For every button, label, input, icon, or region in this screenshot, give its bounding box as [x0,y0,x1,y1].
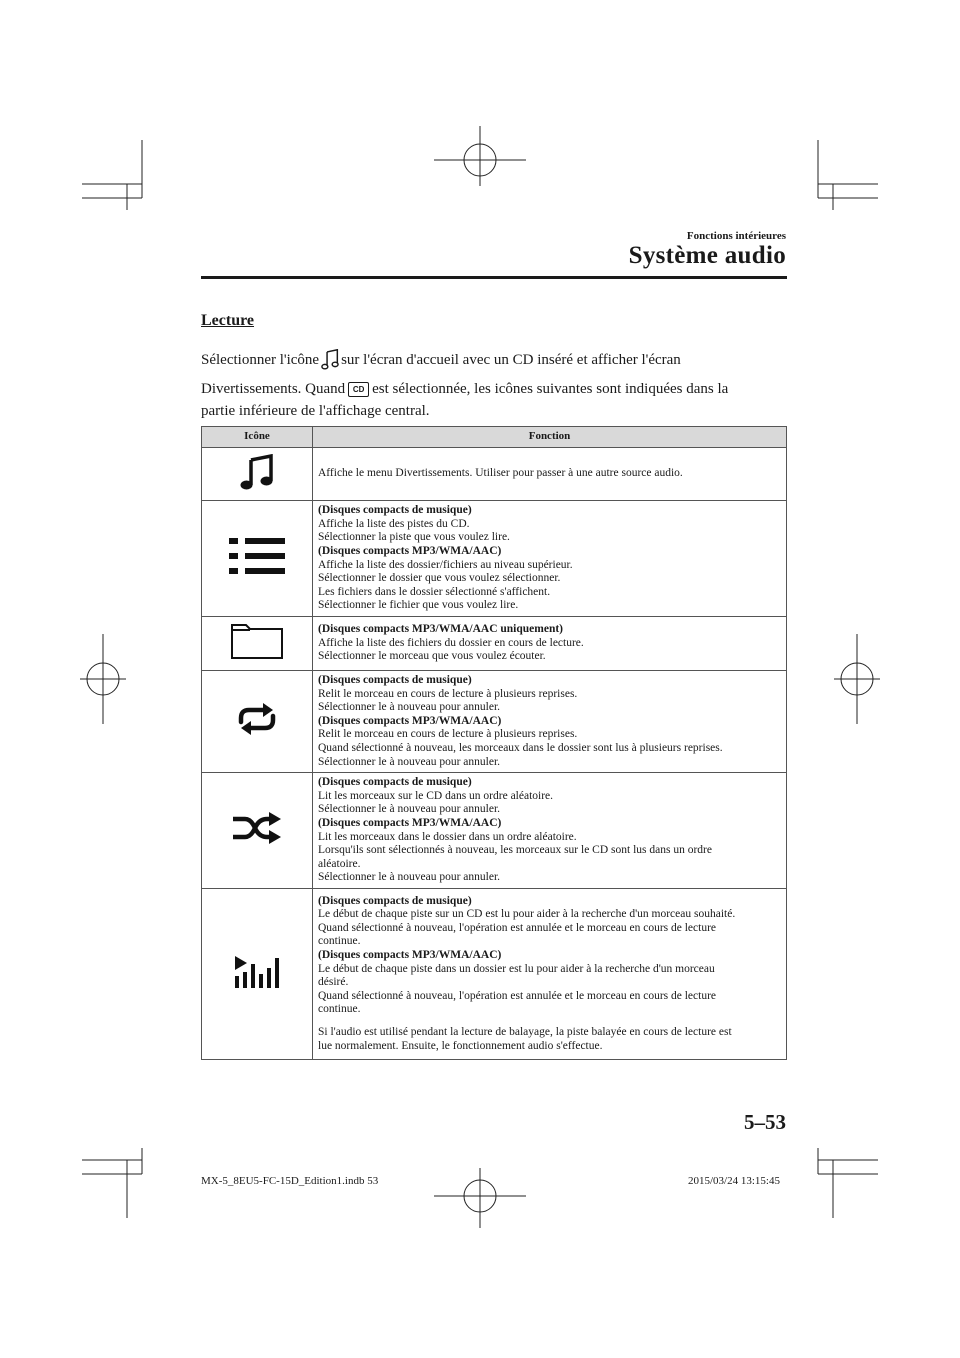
function-cell [313,773,787,889]
table-row [202,448,787,501]
function-text: Sélectionner le à nouveau pour annuler. [318,871,501,884]
intro-text-3: Divertissements. Quand [201,381,346,397]
header-section: Fonctions intérieures [686,230,786,242]
function-text: Relit le morceau en cours de lecture à plusieurs reprises. [318,728,578,741]
footer-timestamp: 2015/03/24 13:15:45 [688,1175,780,1187]
table-row [202,671,787,773]
icon-cell [202,773,313,889]
repeat-icon [233,727,281,739]
function-cell [313,888,787,1059]
function-text: Affiche la liste des dossier/fichiers au niveau supérieur. [318,558,573,571]
function-text: désiré. [318,976,349,989]
function-text: Le début de chaque piste sur un CD est lu pour aider à la recherche d'un morceau souhaité. [318,908,736,921]
function-text: Sélectionner le à nouveau pour annuler. [318,701,501,714]
function-cell [313,671,787,773]
function-text: Lit les morceaux dans le dossier dans un ordre aléatoire. [318,830,577,843]
function-text: Sélectionner le morceau que vous voulez écouter. [318,650,546,663]
intro-line-1 [201,342,791,378]
function-text: Relit le morceau en cours de lecture à plusieurs reprises. [318,687,578,700]
table-row [202,888,787,1059]
folder-icon [230,651,284,663]
function-text: continue. [318,935,361,948]
icon-function-table [201,426,787,1060]
intro-text-2: sur l'écran d'accueil avec un CD inséré et afficher l'écran [341,352,681,368]
disc-type-label: (Disques compacts MP3/WMA/AAC) [318,949,502,962]
function-text: Affiche la liste des fichiers du dossier en cours de lecture. [318,636,584,649]
disc-type-label: (Disques compacts MP3/WMA/AAC uniquement) [318,623,564,636]
function-text: Sélectionner le à nouveau pour annuler. [318,755,501,768]
music-note-icon [239,481,275,493]
function-text: continue. [318,1003,361,1016]
function-cell [313,448,787,501]
col-header-icon: Icône [202,427,313,448]
function-text: lue normalement. Ensuite, le fonctionnement audio s'effectue. [318,1039,603,1052]
intro-paragraph [201,342,791,422]
function-text: Affiche la liste des pistes du CD. [318,517,470,530]
icon-cell [202,448,313,501]
function-text: Sélectionner le dossier que vous voulez sélectionner. [318,572,561,585]
function-text: Le début de chaque piste dans un dossier est lu pour aider à la recherche d'un morceau [318,962,715,975]
function-text: Affiche le menu Divertissements. Utiliser pour passer à une autre source audio. [318,467,683,480]
icon-cell [202,888,313,1059]
music-note-icon [321,349,339,371]
intro-text-5: partie inférieure de l'affichage central. [201,403,430,419]
function-cell [313,501,787,617]
function-text: Sélectionner la piste que vous voulez lire. [318,531,510,544]
function-text: Si l'audio est utilisé pendant la lecture de balayage, la piste balayée en cours de lecture est [318,1025,732,1038]
intro-text-4: est sélectionnée, les icônes suivantes sont indiquées dans la [372,381,729,397]
function-text: aléatoire. [318,857,361,870]
function-text: Sélectionner le fichier que vous voulez lire. [318,599,519,612]
icon-cell [202,617,313,671]
function-text: Quand sélectionné à nouveau, l'opération est annulée et le morceau en cours de lecture [318,921,717,934]
table-row [202,501,787,617]
disc-type-label: (Disques compacts MP3/WMA/AAC) [318,816,502,829]
page-number: 5–53 [744,1110,786,1134]
function-cell [313,617,787,671]
footer-file: MX-5_8EU5-FC-15D_Edition1.indb 53 [201,1175,379,1187]
disc-type-label: (Disques compacts de musique) [318,894,472,907]
intro-line-3 [201,400,791,422]
function-text: Lit les morceaux sur le CD dans un ordre aléatoire. [318,789,554,802]
paragraph-gap [318,1017,782,1026]
table-row [202,773,787,889]
page-title: Système audio [628,242,786,269]
disc-type-label: (Disques compacts MP3/WMA/AAC) [318,714,502,727]
intro-line-2 [201,378,791,400]
intro-text-1: Sélectionner l'icône [201,352,320,368]
disc-type-label: (Disques compacts MP3/WMA/AAC) [318,544,502,557]
table-row [202,617,787,671]
icon-cell [202,501,313,617]
disc-type-label: (Disques compacts de musique) [318,504,472,517]
function-text: Quand sélectionné à nouveau, l'opération est annulée et le morceau en cours de lecture [318,989,717,1002]
function-text: Sélectionner le à nouveau pour annuler. [318,803,501,816]
scan-icon [233,981,281,993]
list-icon [227,567,287,579]
col-header-function: Fonction [313,427,787,448]
section-heading: Lecture [201,312,255,329]
disc-type-label: (Disques compacts de musique) [318,674,472,686]
shuffle-icon [231,836,283,848]
function-text: Les fichiers dans le dossier sélectionné s'affichent. [318,585,551,598]
disc-type-label: (Disques compacts de musique) [318,776,472,789]
header-rule [201,276,787,279]
function-text: Quand sélectionné à nouveau, les morceaux dans le dossier sont lus à plusieurs reprises. [318,741,723,754]
cd-icon: CD [348,382,369,397]
function-text: Lorsqu'ils sont sélectionnés à nouveau, les morceaux sur le CD sont lus dans un ordre [318,844,712,857]
icon-cell [202,671,313,773]
